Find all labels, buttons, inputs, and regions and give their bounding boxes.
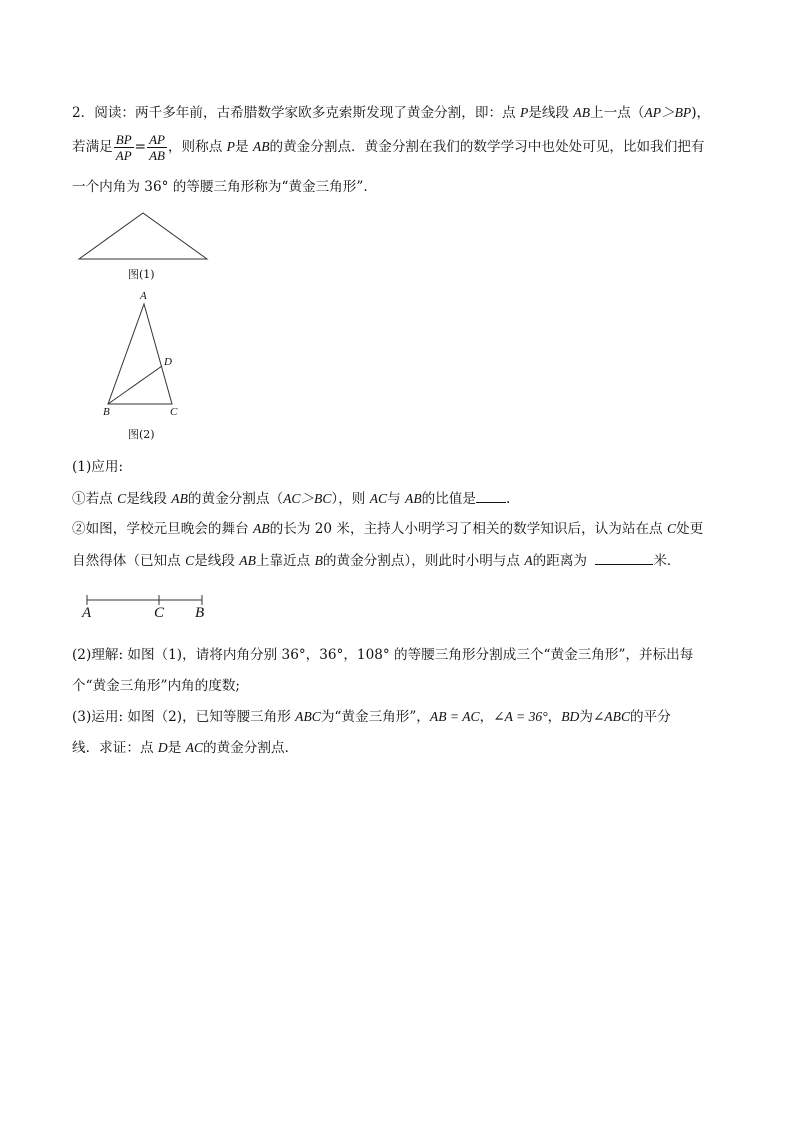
figure2-label-a: A	[140, 290, 147, 302]
figure2-caption: 图(2)	[128, 428, 155, 441]
part2-line-2: 个“黄金三角形”内角的度数;	[72, 678, 241, 694]
part3-line-2: 线．求证：点 D是 AC的黄金分割点．	[72, 740, 299, 756]
segment-label-a: A	[82, 605, 92, 621]
fraction-bp-ap: $\frac{BP}{AP}$	[115, 132, 132, 163]
answer-blank-1[interactable]	[476, 488, 506, 503]
part1-question-1: ①若点 C是线段 AB的黄金分割点（AC＞BC），则 AC与 AB的比值是 .	[72, 488, 510, 509]
figure2-label-b: B	[103, 406, 110, 418]
part1-question-2-line1: ②如图，学校元旦晚会的舞台 AB的长为 20 米，主持人小明学习了相关的数学知识后，认为站在点 C处更	[72, 521, 704, 537]
intro-line-1: 2．阅读：两千多年前，古希腊数学家欧多克索斯发现了黄金分割，即：点 P是线段 AB上一点（AP＞BP)，	[72, 105, 711, 121]
problem-number: 2．	[72, 105, 95, 121]
answer-blank-2[interactable]	[595, 550, 653, 565]
intro-line-2: 若满足 $\frac{BP}{AP}$ = $\frac{AP}{AB}$ ，则称点 P是 AB的黄金分割点．黄金分割在我们的数学学习中也处处可见，比如我们把有	[72, 132, 705, 163]
figure2-label-c: C	[170, 406, 178, 418]
figure2-triangle	[108, 304, 172, 404]
figure2-label-d: D	[164, 356, 172, 368]
part2-line-1: (2)理解: 如图（1)，请将内角分别 36°，36°，108° 的等腰三角形分割成三个“黄金三角形”，并标出每	[72, 647, 694, 663]
segment-label-b: B	[195, 605, 205, 621]
part1-title: (1)应用:	[72, 459, 124, 475]
figure1-caption: 图(1)	[128, 268, 155, 281]
part3-line-1: (3)运用: 如图（2)，已知等腰三角形 ABC为“黄金三角形”，AB = AC，∠A = 36°，BD为∠ABC的平分	[72, 709, 671, 725]
intro-line-3: 一个内角为 36° 的等腰三角形称为“黄金三角形”.	[72, 179, 368, 195]
fraction-ap-ab: $\frac{AP}{AB}$	[149, 132, 165, 163]
part1-question-2-line2: 自然得体（已知点 C是线段 AB上靠近点 B的黄金分割点），则此时小明与点 A的距离为 米．	[72, 550, 681, 571]
figure1-triangle	[79, 213, 207, 259]
segment-label-c: C	[154, 605, 165, 621]
figure2-bisector-bd	[108, 366, 162, 404]
